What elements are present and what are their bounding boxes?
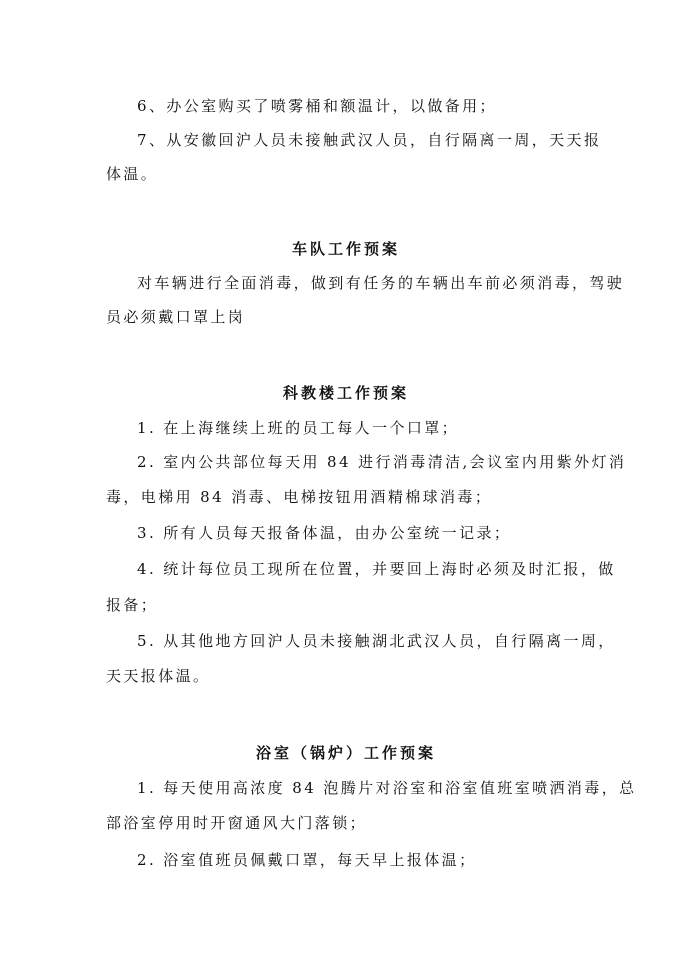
- list-item: 2. 浴室值班员佩戴口罩，每天早上报体温；: [137, 851, 477, 869]
- list-item-continuation: 天天报体温。: [106, 667, 211, 685]
- paragraph-line: 对车辆进行全面消毒，做到有任务的车辆出车前必须消毒，驾驶: [137, 274, 625, 292]
- list-item: 5. 从其他地方回沪人员未接触湖北武汉人员，自行隔离一周，: [137, 632, 616, 650]
- list-item-continuation: 部浴室停用时开窗通风大门落锁；: [106, 814, 368, 832]
- list-item: 4. 统计每位员工现所在位置，并要回上海时必须及时汇报，做: [137, 560, 616, 578]
- list-item: 2. 室内公共部位每天用 84 进行消毒清洁,会议室内用紫外灯消: [137, 453, 627, 471]
- section-title: 科教楼工作预案: [282, 384, 409, 402]
- list-item: 3. 所有人员每天报备体温，由办公室统一记录；: [137, 524, 512, 542]
- list-item: 1. 每天使用高浓度 84 泡腾片对浴室和浴室值班室喷洒消毒，总: [137, 779, 637, 797]
- list-item-continuation: 报备；: [106, 596, 159, 614]
- list-item-continuation: 毒，电梯用 84 消毒、电梯按钮用酒精棉球消毒；: [106, 488, 493, 506]
- list-item: 7、从安徽回沪人员未接触武汉人员，自行隔离一周，天天报: [137, 131, 602, 149]
- paragraph-line: 员必须戴口罩上岗: [106, 308, 246, 326]
- section-title: 浴室（锅炉）工作预案: [255, 744, 436, 762]
- list-item: 1. 在上海继续上班的员工每人一个口罩；: [137, 419, 460, 437]
- section-title: 车队工作预案: [291, 240, 400, 258]
- list-item-continuation: 体温。: [106, 165, 159, 183]
- list-item: 6、办公室购买了喷雾桶和额温计，以做备用；: [137, 97, 497, 115]
